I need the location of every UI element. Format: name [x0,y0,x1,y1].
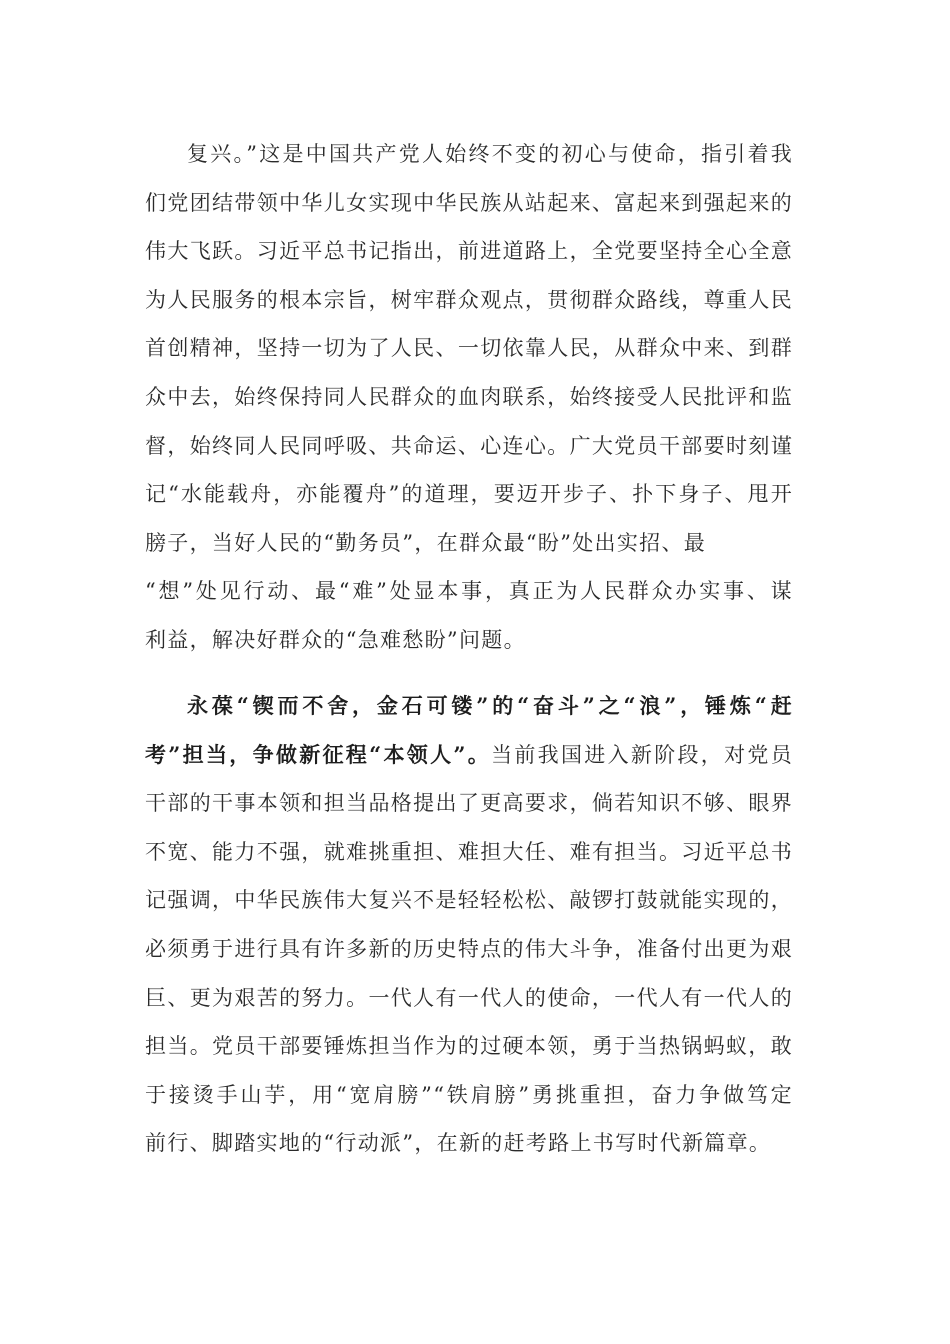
paragraph-heading-tail: 考”担当，争做新征程“本领人”。 [145,741,492,767]
paragraph-line: 巨、更为艰苦的努力。一代人有一代人的使命，一代人有一代人的 [145,985,793,1010]
paragraph-line: 必须勇于进行具有许多新的历史特点的伟大斗争，准备付出更为艰 [145,936,793,961]
paragraph-line-mixed [145,731,793,780]
paragraph-line: 担当。党员干部要锤炼担当作为的过硬本领，勇于当热锅蚂蚁，敢 [145,1034,793,1059]
paragraph-text: 当前我国进入新阶段，对党员 [491,742,793,767]
paragraph-line: 膀子，当好人民的“勤务员”，在群众最“盼”处出实招、最 [145,530,707,555]
paragraph-line: 督，始终同人民同呼吸、共命运、心连心。广大党员干部要时刻谨 [145,433,793,458]
paragraph-line: 首创精神，坚持一切为了人民、一切依靠人民，从群众中来、到群 [145,336,793,361]
paragraph-line: 利益，解决好群众的“急难愁盼”问题。 [145,627,526,652]
paragraph-line: 众中去，始终保持同人民群众的血肉联系，始终接受人民批评和监 [145,384,793,409]
paragraph-line: “想”处见行动、最“难”处显本事，真正为人民群众办实事、谋 [145,579,793,604]
paragraph-line: 复兴。”这是中国共产党人始终不变的初心与使命，指引着我 [187,142,793,166]
paragraph-1 [145,130,793,665]
paragraph-line: 记强调，中华民族伟大复兴不是轻轻松松、敲锣打鼓就能实现的， [145,888,793,913]
paragraph-heading-line: 永葆“锲而不舍，金石可镂”的“奋斗”之“浪”，锤炼“赶 [187,693,793,718]
paragraph-line: 记“水能载舟，亦能覆舟”的道理，要迈开步子、扑下身子、甩开 [145,482,793,507]
paragraph-line: 干部的干事本领和担当品格提出了更高要求，倘若知识不够、眼界 [145,791,793,816]
paragraph-line: 为人民服务的根本宗旨，树牢群众观点，贯彻群众路线，尊重人民 [145,287,793,312]
paragraph-line: 不宽、能力不强，就难挑重担、难担大任、难有担当。习近平总书 [145,839,793,864]
paragraph-line: 伟大飞跃。习近平总书记指出，前进道路上，全党要坚持全心全意 [145,239,793,264]
paragraph-line: 前行、脚踏实地的“行动派”，在新的赶考路上书写时代新篇章。 [145,1131,772,1156]
paragraph-line: 于接烫手山芋，用“宽肩膀”“铁肩膀”勇挑重担，奋力争做笃定 [145,1082,793,1107]
paragraph-line: 们党团结带领中华儿女实现中华民族从站起来、富起来到强起来的 [145,190,793,215]
paragraph-2 [145,682,793,1168]
